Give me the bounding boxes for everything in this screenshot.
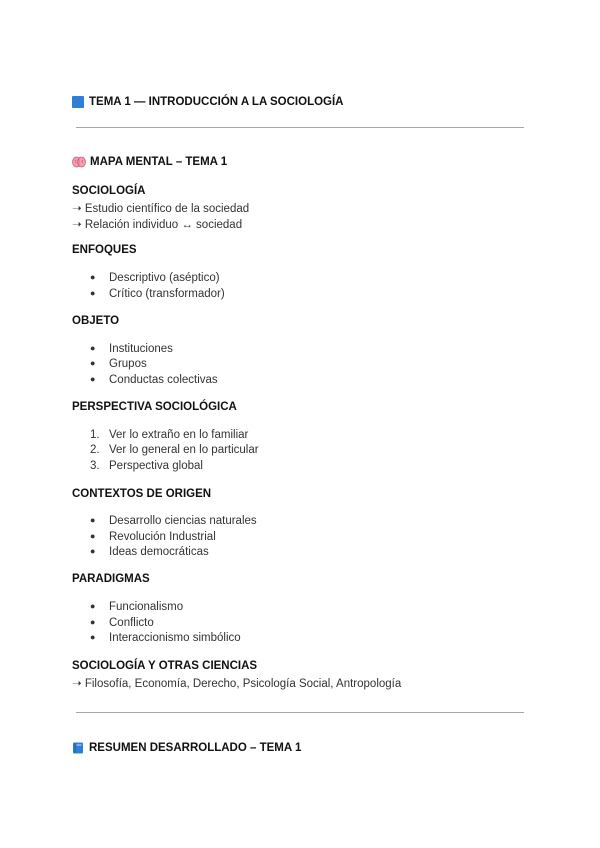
section-heading-contextos: CONTEXTOS DE ORIGEN: [72, 488, 212, 500]
list-item: ● Descriptivo (aséptico): [90, 272, 220, 284]
list-item: ● Instituciones: [90, 343, 173, 355]
summary-heading: [72, 742, 301, 754]
section-heading-otras-ciencias: SOCIOLOGÍA Y OTRAS CIENCIAS: [72, 660, 258, 672]
section-heading-sociologia: SOCIOLOGÍA: [72, 185, 146, 197]
section-heading-paradigmas: PARADIGMAS: [72, 573, 150, 585]
list-item: ● Revolución Industrial: [90, 531, 216, 543]
list-item: ● Interaccionismo simbólico: [90, 632, 241, 644]
list-item: ● Ideas democráticas: [90, 546, 209, 558]
list-item: ● Desarrollo ciencias naturales: [90, 515, 257, 527]
divider-bottom: [76, 712, 524, 713]
list-item: 2. Ver lo general en lo particular: [90, 444, 259, 456]
divider-top: [76, 127, 524, 128]
document-title-text: TEMA 1 — INTRODUCCIÓN A LA SOCIOLOGÍA: [89, 96, 344, 108]
list-item: ● Grupos: [90, 358, 147, 370]
summary-heading-text: RESUMEN DESARROLLADO – TEMA 1: [89, 742, 302, 754]
list-item: 1. Ver lo extraño en lo familiar: [90, 429, 249, 441]
sociologia-line-2: ➝ Relación individuo ↔ sociedad: [72, 219, 243, 231]
list-item: ● Conflicto: [90, 617, 154, 629]
blue-square-icon: [72, 96, 84, 108]
brain-icon: [72, 156, 86, 168]
blue-book-icon: [72, 742, 84, 754]
mindmap-heading: [72, 156, 227, 168]
section-heading-objeto: OBJETO: [72, 315, 120, 327]
list-item: ● Crítico (transformador): [90, 288, 225, 300]
mindmap-heading-text: MAPA MENTAL – TEMA 1: [90, 156, 228, 168]
sociologia-line-1: ➝ Estudio científico de la sociedad: [72, 203, 250, 215]
section-heading-enfoques: ENFOQUES: [72, 244, 137, 256]
document-title: [72, 96, 344, 108]
list-item: 3. Perspectiva global: [90, 460, 203, 472]
otras-ciencias-line: ➝ Filosofía, Economía, Derecho, Psicología Social, Antropología: [72, 678, 402, 690]
section-heading-perspectiva: PERSPECTIVA SOCIOLÓGICA: [72, 401, 237, 413]
list-item: ● Conductas colectivas: [90, 374, 218, 386]
list-item: ● Funcionalismo: [90, 601, 184, 613]
